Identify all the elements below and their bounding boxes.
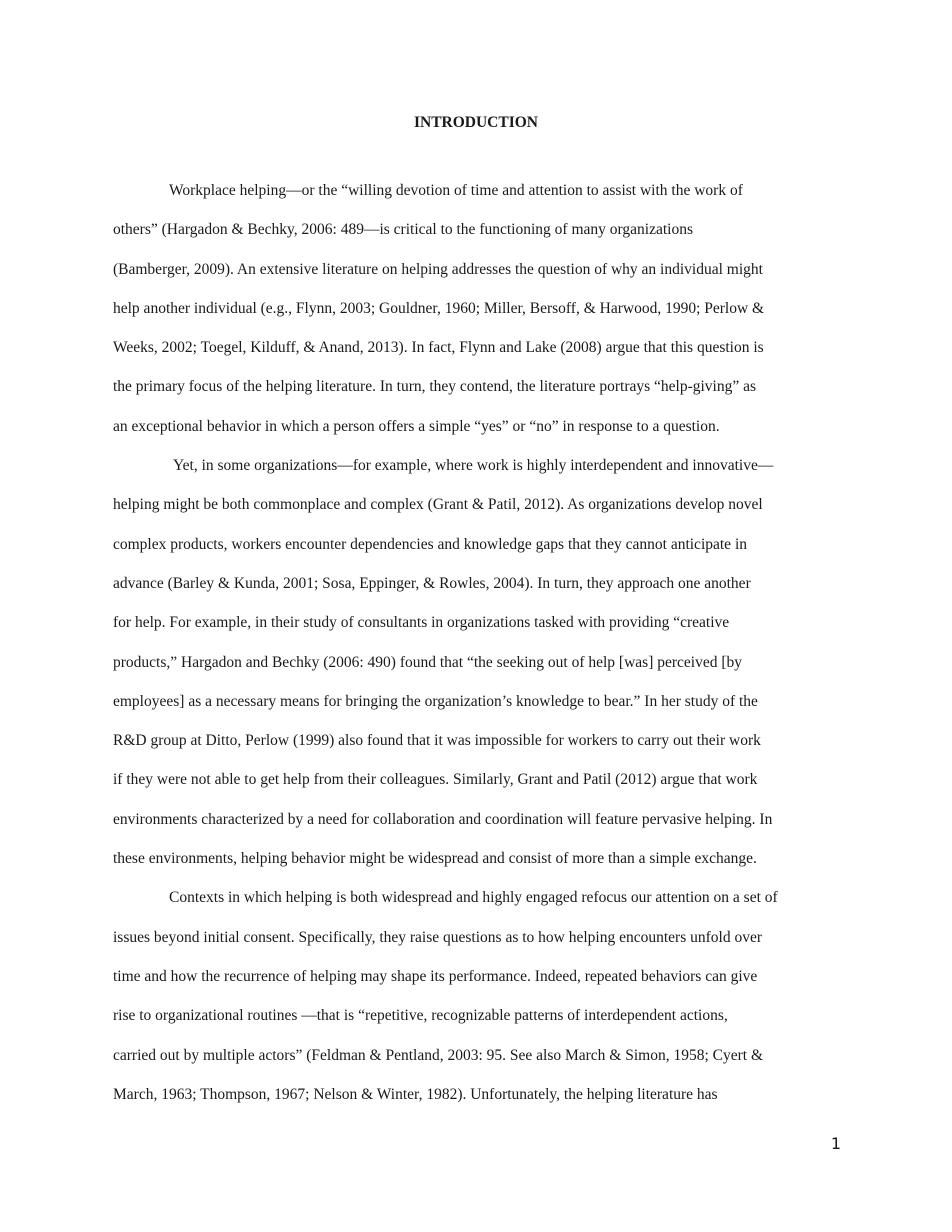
- text-line: issues beyond initial consent. Specifically, they raise questions as to how helping encounters unfold over: [113, 928, 762, 946]
- text-line: Weeks, 2002; Toegel, Kilduff, & Anand, 2013). In fact, Flynn and Lake (2008) argue that this question is: [113, 339, 764, 357]
- text-line: R&D group at Ditto, Perlow (1999) also found that it was impossible for workers to carry out their work: [113, 732, 761, 750]
- text-line: complex products, workers encounter dependencies and knowledge gaps that they cannot anticipate in: [113, 535, 747, 553]
- paragraph: [113, 171, 842, 446]
- paragraph: [113, 446, 842, 878]
- text-line: Workplace helping—or the “willing devotion of time and attention to assist with the work of: [169, 182, 743, 199]
- text-line: rise to organizational routines —that is “repetitive, recognizable patterns of interdependent actions,: [113, 1007, 728, 1025]
- text-line: these environments, helping behavior might be widespread and consist of more than a simple exchange.: [113, 850, 757, 868]
- paragraph: [113, 878, 842, 1114]
- text-line: carried out by multiple actors” (Feldman & Pentland, 2003: 95. See also March & Simon, 1958; Cyert &: [113, 1046, 764, 1064]
- text-line: for help. For example, in their study of consultants in organizations tasked with providing “creative: [113, 614, 730, 632]
- body-text: [113, 171, 842, 1114]
- text-line: Contexts in which helping is both widespread and highly engaged refocus our attention on a set of: [169, 889, 778, 907]
- page-title: INTRODUCTION: [413, 114, 538, 131]
- text-line: advance (Barley & Kunda, 2001; Sosa, Eppinger, & Rowles, 2004). In turn, they approach one another: [113, 574, 751, 592]
- text-line: time and how the recurrence of helping may shape its performance. Indeed, repeated behaviors can give: [113, 967, 758, 985]
- text-line: if they were not able to get help from their colleagues. Similarly, Grant and Patil (2012) argue that work: [113, 771, 758, 789]
- text-line: help another individual (e.g., Flynn, 2003; Gouldner, 1960; Miller, Bersoff, & Harwood, 1990; Perlow &: [113, 299, 765, 317]
- page-number: 1: [830, 1134, 841, 1153]
- text-line: an exceptional behavior in which a person offers a simple “yes” or “no” in response to a question.: [113, 417, 720, 435]
- text-line: employees] as a necessary means for bringing the organization’s knowledge to bear.” In her study of the: [113, 692, 758, 710]
- text-line: Yet, in some organizations—for example, where work is highly interdependent and innovative—: [173, 457, 774, 475]
- text-line: March, 1963; Thompson, 1967; Nelson & Winter, 1982). Unfortunately, the helping literature has: [113, 1085, 718, 1103]
- text-line: others” (Hargadon & Bechky, 2006: 489—is critical to the functioning of many organizations: [113, 221, 693, 239]
- text-line: products,” Hargadon and Bechky (2006: 490) found that “the seeking out of help [was] perceived [by: [113, 653, 742, 671]
- text-line: the primary focus of the helping literature. In turn, they contend, the literature portrays “help-giving” as: [113, 378, 757, 396]
- text-line: helping might be both commonplace and complex (Grant & Patil, 2012). As organizations develop novel: [113, 496, 763, 514]
- text-line: environments characterized by a need for collaboration and coordination will feature pervasive helping. In: [113, 810, 773, 828]
- text-line: (Bamberger, 2009). An extensive literature on helping addresses the question of why an individual might: [113, 260, 763, 278]
